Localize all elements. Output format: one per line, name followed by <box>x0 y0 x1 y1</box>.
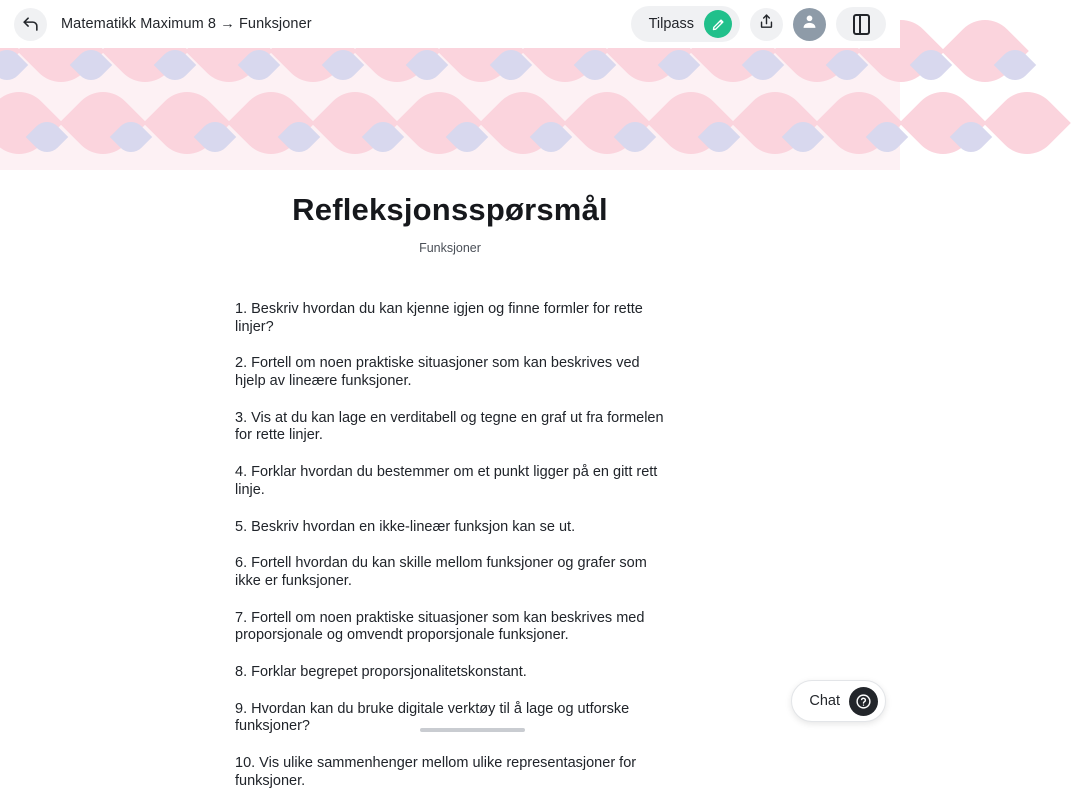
reflection-question-item: 3. Vis at du kan lage en verditabell og tegne en graf ut fra formelen for rette linjer. <box>235 409 664 444</box>
customize-button[interactable] <box>631 6 740 42</box>
page-subtitle: Funksjoner <box>419 241 481 255</box>
reflection-question-item: 9. Hvordan kan du bruke digitale verktøy til å lage og utforske funksjoner? <box>235 700 630 735</box>
reflection-question-item: 10. Vis ulike sammenhenger mellom ulike representasjoner for funksjoner. <box>235 755 637 789</box>
breadcrumb[interactable]: Matematikk Maximum 8 → Funksjoner <box>61 16 312 32</box>
petal-shape <box>983 79 1071 167</box>
reflection-question-list <box>235 301 665 790</box>
reflection-question-item: 8. Forklar begrepet proporsjonalitetskonstant. <box>235 663 527 680</box>
reflection-question-item: 6. Fortell hvordan du kan skille mellom funksjoner og grafer som ikke er funksjoner. <box>235 555 647 589</box>
reflection-question-item: 4. Forklar hvordan du bestemmer om et punkt ligger på en gitt rett linje. <box>235 464 658 498</box>
reflection-question-item: 7. Fortell om noen praktiske situasjoner som kan beskrives med proporsjonale og omvendt proporsjonale funksjoner. <box>235 609 645 644</box>
top-toolbar <box>0 0 900 48</box>
back-arrow-icon <box>21 15 40 34</box>
user-avatar-icon <box>800 12 819 36</box>
pencil-icon <box>704 10 732 38</box>
page-title: Refleksjonsspørsmål <box>292 192 608 227</box>
share-icon <box>758 13 775 35</box>
reflection-question-item: 2. Fortell om noen praktiske situasjoner som kan beskrives ved hjelp av lineære funksjoner. <box>235 355 640 390</box>
reflection-question-item: 5. Beskriv hvordan en ikke-lineær funksjon kan se ut. <box>235 518 576 535</box>
customize-label: Tilpass <box>648 16 694 32</box>
decorative-banner <box>0 48 900 170</box>
chat-button[interactable] <box>791 680 886 722</box>
page-content <box>0 192 900 789</box>
back-button[interactable] <box>14 8 47 41</box>
side-panel-icon <box>853 14 870 35</box>
chat-bubble-icon <box>849 687 878 716</box>
reflection-question-item: 1. Beskriv hvordan du kan kjenne igjen og finne formler for rette linjer? <box>235 301 643 335</box>
toggle-side-panel-button[interactable] <box>836 7 886 41</box>
share-button[interactable] <box>750 8 783 41</box>
chat-label: Chat <box>809 693 840 709</box>
avatar[interactable] <box>793 8 826 41</box>
scrollbar[interactable] <box>420 728 525 732</box>
toolbar-actions <box>631 6 886 42</box>
